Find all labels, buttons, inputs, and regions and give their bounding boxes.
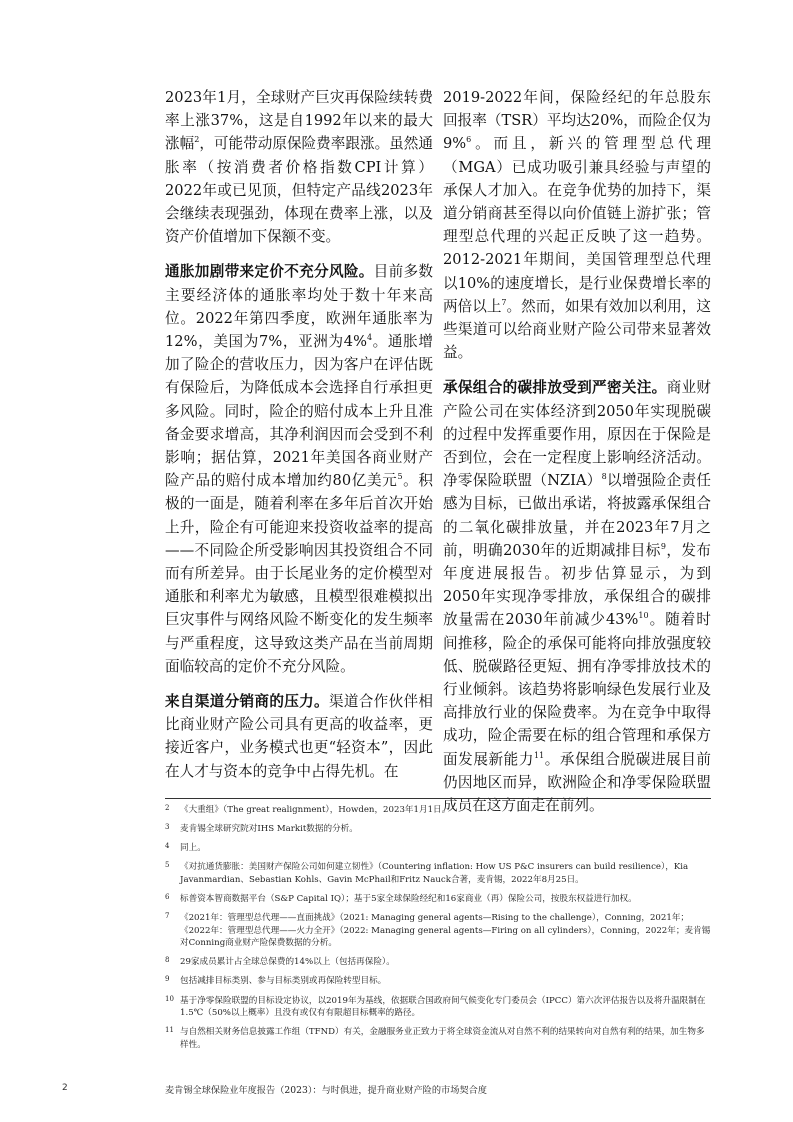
- footnote: [165, 956, 711, 969]
- footnote-text: 麦肯锡全球研究院对IHS Markit数据的分析。: [180, 824, 358, 835]
- footnote-ref[interactable]: 5: [397, 472, 403, 482]
- footnotes: [165, 804, 711, 1058]
- footnote-number: 9: [165, 975, 170, 984]
- paragraph-text: 目前多数主要经济体的通胀率均处于数十年来高位。2022年第四季度，欧洲年通胀率为12%，美国为7%，亚洲为4%: [165, 263, 433, 351]
- footnote-number: 11: [165, 1026, 174, 1035]
- footnote-ref[interactable]: 9: [660, 542, 666, 551]
- footnote: [165, 995, 711, 1020]
- paragraph-text: 。通胀增加了险企的营收压力，因为客户在评估既有保险后，为降低成本会选择自行承担更多风险。同时，险企的赔付成本上升且准备金要求增高，其净利润因而会受到不利影响；据估算，2021年美国各商业财产险产品的赔付成本增加约80亿美元: [165, 333, 433, 490]
- paragraph-text: 以增强险企责任感为目标，已做出承诺，将披露承保组合的二氧化碳排放量，并在2023年7月之前，明确2030年的近期减排目标: [443, 472, 711, 559]
- footnote-ref[interactable]: 11: [533, 750, 545, 760]
- footnote: [165, 842, 711, 855]
- paragraph-lead: 来自渠道分销商的压力。: [165, 693, 329, 711]
- paragraph-lead: 通胀加剧带来定价不充分风险。: [165, 263, 374, 281]
- paragraph-text: 。然而，如果有效加以利用，这些渠道可以给商业财产险公司带来显著效益。: [443, 297, 711, 362]
- footnote: [165, 912, 711, 950]
- body-column-left: [165, 86, 433, 795]
- footnote-ref[interactable]: 6: [466, 135, 472, 145]
- footnote-text: 与自然相关财务信息披露工作组（TFND）有关，金融服务业正致力于将全球资金流从对自然不利的结果转向对自然有利的结果，加生物多样性。: [180, 1027, 705, 1050]
- paragraph-reinsurance-rates: [165, 86, 433, 248]
- footnote-ref[interactable]: 10: [638, 611, 649, 621]
- paragraph-text: 。承保组合脱碳进展目前仍因地区而异，欧洲险企和净零保险联盟成员在这方面走在前列。: [443, 750, 711, 815]
- footnote-divider: [165, 798, 711, 799]
- footnote-number: 7: [165, 912, 170, 921]
- footnote-ref[interactable]: 2: [194, 135, 200, 145]
- footnote-text: 基于净零保险联盟的目标设定协议，以2019年为基线，依据联合国政府间气候变化专门委员会（IPCC）第六次评估报告以及将升温限制在1.5℃（50%以上概率）且没有或仅有有限超目标概率的路径。: [180, 995, 706, 1019]
- footnote-number: 3: [165, 823, 170, 832]
- footnote-number: 6: [165, 892, 170, 901]
- footnote-text: 标普资本智商数据平台（S&P Capital IQ）；基于5家全球保险经纪和16家商业（再）保险公司，按股东权益进行加权。: [180, 893, 637, 904]
- footnote-text: 《对抗通货膨胀：美国财产保险公司如何建立韧性》（Countering inflation: How US P&C insurers can build resilience），Kia Javanmardian、Sebastian Kohls、Gavin McPhail和Fritz Nauck合著，麦肯锡，2022年8月25日。: [180, 862, 689, 885]
- paragraph-lead: 承保组合的碳排放受到严密关注。: [443, 379, 667, 397]
- body-column-right: [443, 86, 711, 829]
- footnote-text: 同上。: [180, 843, 206, 854]
- footnote-ref[interactable]: 4: [366, 333, 373, 343]
- footnote: [165, 861, 711, 886]
- paragraph-text: ，发布年度进展报告。初步估算显示，为到2050年实现净零排放，承保组合的碳排放量需在2030年前减少43%: [443, 541, 711, 629]
- paragraph-text: 2019-2022年间，保险经纪的年总股东回报率（TSR）平均达20%，而险企仅为9%: [443, 89, 711, 153]
- footnote-number: 2: [165, 804, 170, 812]
- footnote-text: 包括减排目标类别、参与目标类别或再保险转型目标。: [180, 976, 387, 987]
- paragraph-text: ，可能带动原保险费率跟涨。虽然通胀率（按消费者价格指数CPI计算）2022年或已见顶，但特定产品线2023年会继续表现强劲，体现在费率上涨，以及资产价值增加下保额不变。: [165, 135, 433, 246]
- paragraph-text: 渠道合作伙伴相比商业财产险公司具有更高的收益率，更接近客户，业务模式也更“轻资本”，因此在人才与资本的竞争中占得先机。在: [165, 693, 433, 780]
- footnote: [165, 975, 711, 988]
- paragraph-text: 。而且，新兴的管理型总代理（MGA）已成功吸引兼具经验与声望的承保人才加入。在竞争优势的加持下，渠道分销商甚至得以向价值链上游扩张；管理型总代理的兴起正反映了这一趋势。2012-2021年期间，美国管理型总代理以10%的速度增长，是行业保费增长率的两倍以上: [443, 135, 711, 315]
- footnote-number: 8: [165, 956, 170, 965]
- paragraph-broker-returns: [443, 86, 711, 364]
- footnote-number: 4: [165, 842, 170, 851]
- footnote-ref[interactable]: 7: [501, 297, 507, 307]
- paragraph-text: 2023年1月，全球财产巨灾再保险续转费率上涨37%，这是自1992年以来的最大涨幅: [165, 89, 433, 153]
- paragraph-inflation-risk: [165, 260, 433, 678]
- footnote-text: 《2021年：管理型总代理——直面挑战》（2021: Managing general agents—Rising to the challenge），Conning，2021年；《2022年：管理型总代理——火力全开》（2022: Managing general agents—Firing on all cylinders），Conning，2022年；麦肯锡对Conning商业财产险保费数据的分析。: [180, 913, 711, 949]
- footnote: [165, 893, 711, 906]
- footnote: [165, 804, 711, 817]
- paragraph-text: 。随着时间推移，险企的承保可能将向排放强度较低、脱碳路径更短、拥有净零排放技术的行业倾斜。该趋势将影响绿色发展行业及高排放行业的保险费率。为在竞争中取得成功，险企需要在标的组合管理和承保方面发展新能力: [443, 611, 711, 768]
- footer-report-title: 麦肯锡全球保险业年度报告（2023）：与时俱进，提升商业财产险的市场契合度: [165, 1085, 487, 1096]
- footnote-number: 5: [165, 861, 170, 870]
- page-number: 2: [62, 1083, 68, 1093]
- footnote-ref[interactable]: 8: [601, 472, 607, 482]
- footnote: [165, 1026, 711, 1051]
- paragraph-distribution-pressure: [165, 690, 433, 783]
- paragraph-carbon-emissions: [443, 376, 711, 817]
- footnote-text: 《大重组》（The great realignment），Howden，2023年1月1日。: [180, 805, 451, 815]
- footnote: [165, 823, 711, 836]
- footnote-number: 10: [165, 994, 174, 1003]
- footnote-text: 29家成员累计占全球总保费的14%以上（包括再保险）。: [180, 957, 395, 968]
- paragraph-text: 。积极的一面是，随着利率在多年后首次开始上升，险企有可能迎来投资收益率的提高——不同险企所受影响因其投资组合不同而有所差异。由于长尾业务的定价模型对通胀和利率尤为敏感，且模型很难模拟出巨灾事件与网络风险不断变化的发生频率与严重程度，这导致这类产品在当前周期面临较高的定价不充分风险。: [165, 472, 433, 675]
- paragraph-text: 商业财产险公司在实体经济到2050年实现脱碳的过程中发挥重要作用，原因在于保险是否到位，会在一定程度上影响经济活动。净零保险联盟（NZIA）: [443, 379, 711, 490]
